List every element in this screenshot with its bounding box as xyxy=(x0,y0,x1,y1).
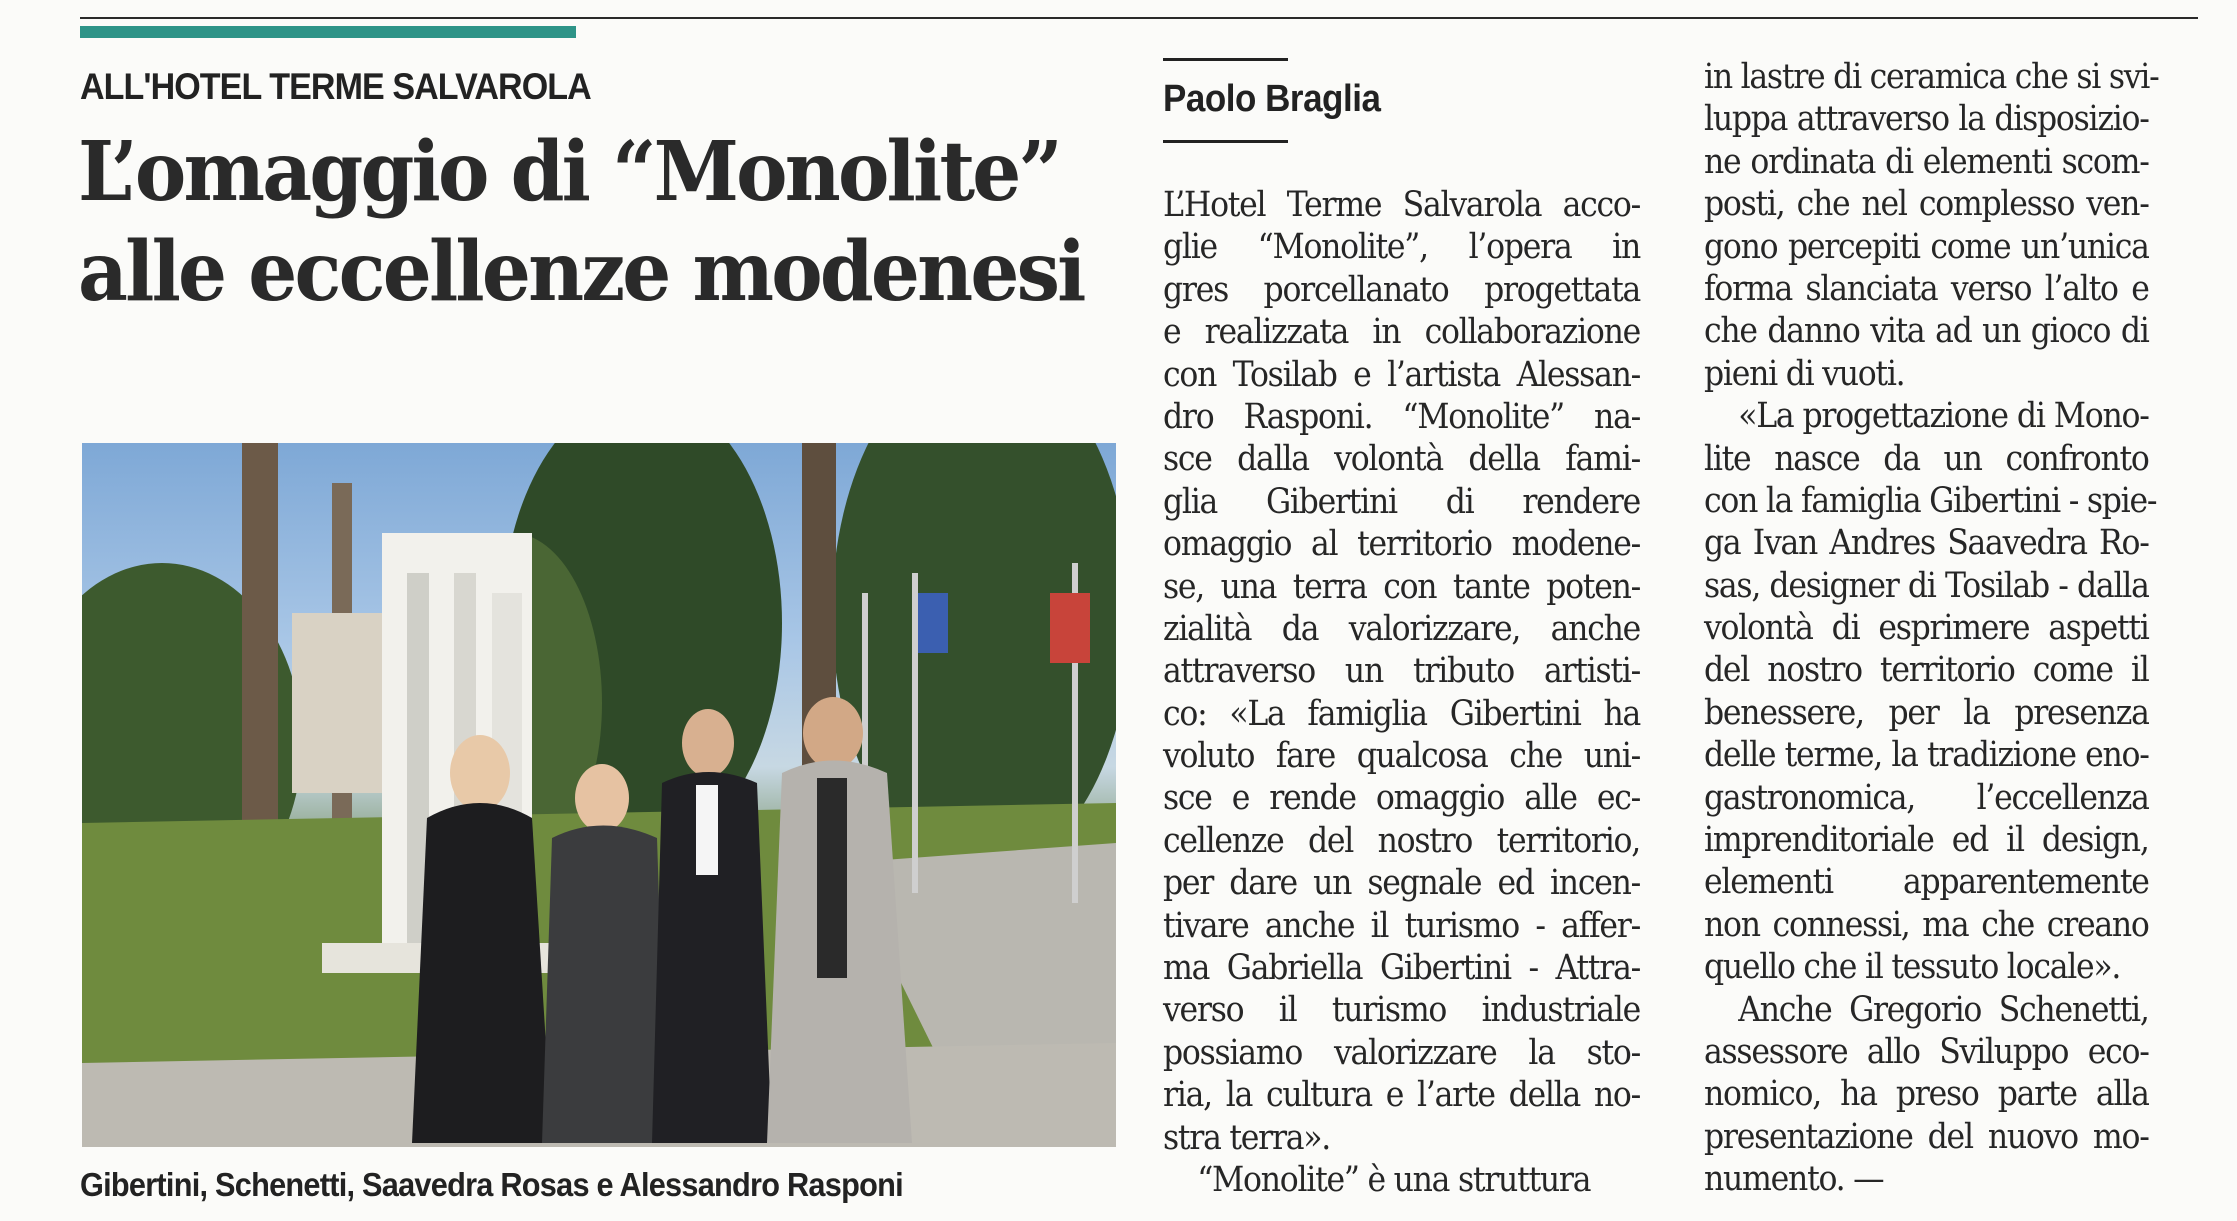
text-line: presentazione del nuovo mo- xyxy=(1704,1116,2149,1157)
text-line: quello che il tessuto locale». xyxy=(1704,947,2121,988)
text-line: assessore allo Sviluppo eco- xyxy=(1704,1031,2149,1072)
text-line: «La progettazione di Mono- xyxy=(1738,396,2149,437)
text-line: sce e rende omaggio alle ec- xyxy=(1163,778,1640,819)
text-line: per dare un segnale ed incen- xyxy=(1163,863,1640,904)
top-rule xyxy=(80,17,2198,19)
text-line: non connessi, ma che creano xyxy=(1704,904,2149,945)
text-line: tivare anche il turismo - affer- xyxy=(1163,905,1640,946)
text-line: sas, designer di Tosilab - dalla xyxy=(1704,565,2149,606)
text-line: delle terme, la tradizione eno- xyxy=(1704,735,2149,776)
text-line: elementi apparentemente xyxy=(1704,862,2149,903)
text-line: che danno vita ad un gioco di xyxy=(1704,311,2149,352)
text-line: luppa attraverso la disposizio- xyxy=(1704,99,2149,140)
text-line: imprenditoriale ed il design, xyxy=(1704,820,2149,861)
text-line: in lastre di ceramica che si svi- xyxy=(1704,57,2159,97)
text-line: gres porcellanato progettata xyxy=(1163,269,1640,310)
text-line: se, una terra con tante poten- xyxy=(1163,566,1640,607)
text-column-1 xyxy=(1163,184,1693,1201)
text-line: lite nasce da un confronto xyxy=(1704,438,2149,479)
text-line: benessere, per la presenza xyxy=(1704,692,2149,733)
headline-line-2: alle eccellenze modenesi xyxy=(78,224,1084,320)
text-line: glia Gibertini di rendere xyxy=(1163,481,1640,522)
text-line: L’Hotel Terme Salvarola acco- xyxy=(1163,185,1640,225)
group-photo-icon xyxy=(82,443,1116,1147)
article-photo xyxy=(82,443,1116,1147)
byline-rule-top xyxy=(1163,58,1288,61)
text-line: volontà di esprimere aspetti xyxy=(1704,608,2149,649)
text-line: sce dalla volontà della fami- xyxy=(1163,439,1640,480)
text-line: posti, che nel complesso ven- xyxy=(1704,184,2149,225)
text-line: con la famiglia Gibertini - spie- xyxy=(1704,480,2157,521)
kicker: ALL'HOTEL TERME SALVAROLA xyxy=(80,66,591,107)
text-line: del nostro territorio come il xyxy=(1704,650,2149,691)
text-line: e realizzata in collaborazione xyxy=(1163,312,1640,353)
text-line: possiamo valorizzare la sto- xyxy=(1163,1032,1640,1073)
text-line: co: «La famiglia Gibertini ha xyxy=(1163,693,1640,734)
text-line: cellenze del nostro territorio, xyxy=(1163,820,1640,861)
text-line: gastronomica, l’eccellenza xyxy=(1704,777,2149,818)
text-line: glie “Monolite”, l’opera in xyxy=(1163,227,1640,268)
byline: Paolo Braglia xyxy=(1163,78,1381,120)
byline-rule-bottom xyxy=(1163,140,1288,143)
text-line: gono percepiti come un’unica xyxy=(1704,226,2149,267)
text-line: ma Gabriella Gibertini - Attra- xyxy=(1163,948,1640,989)
text-line: omaggio al territorio modene- xyxy=(1163,524,1640,565)
text-line: pieni di vuoti. xyxy=(1704,353,1905,394)
text-line: dro Rasponi. “Monolite” na- xyxy=(1163,396,1640,437)
section-accent-bar xyxy=(80,26,576,38)
text-line: numento. — xyxy=(1704,1159,1884,1200)
text-column-2 xyxy=(1704,56,2198,1201)
text-line: ga Ivan Andres Saavedra Ro- xyxy=(1704,523,2149,564)
photo-caption: Gibertini, Schenetti, Saavedra Rosas e Alessandro Rasponi xyxy=(80,1166,903,1203)
text-line: voluto fare qualcosa che uni- xyxy=(1163,736,1640,777)
headline xyxy=(78,122,1128,322)
text-line: attraverso un tributo artisti- xyxy=(1163,651,1640,692)
text-line: ria, la cultura e l’arte della no- xyxy=(1163,1075,1640,1116)
text-line: zialità da valorizzare, anche xyxy=(1163,608,1640,649)
text-line: verso il turismo industriale xyxy=(1163,990,1640,1031)
text-line: con Tosilab e l’artista Alessan- xyxy=(1163,354,1640,395)
text-line: Anche Gregorio Schenetti, xyxy=(1738,989,2149,1030)
text-line: “Monolite” è una struttura xyxy=(1197,1159,1591,1200)
text-line: forma slanciata verso l’alto e xyxy=(1704,268,2149,309)
text-line: ne ordinata di elementi scom- xyxy=(1704,141,2149,182)
text-line: stra terra». xyxy=(1163,1117,1331,1158)
headline-line-1: L’omaggio di “Monolite” xyxy=(78,124,1061,220)
text-line: nomico, ha preso parte alla xyxy=(1704,1074,2149,1115)
